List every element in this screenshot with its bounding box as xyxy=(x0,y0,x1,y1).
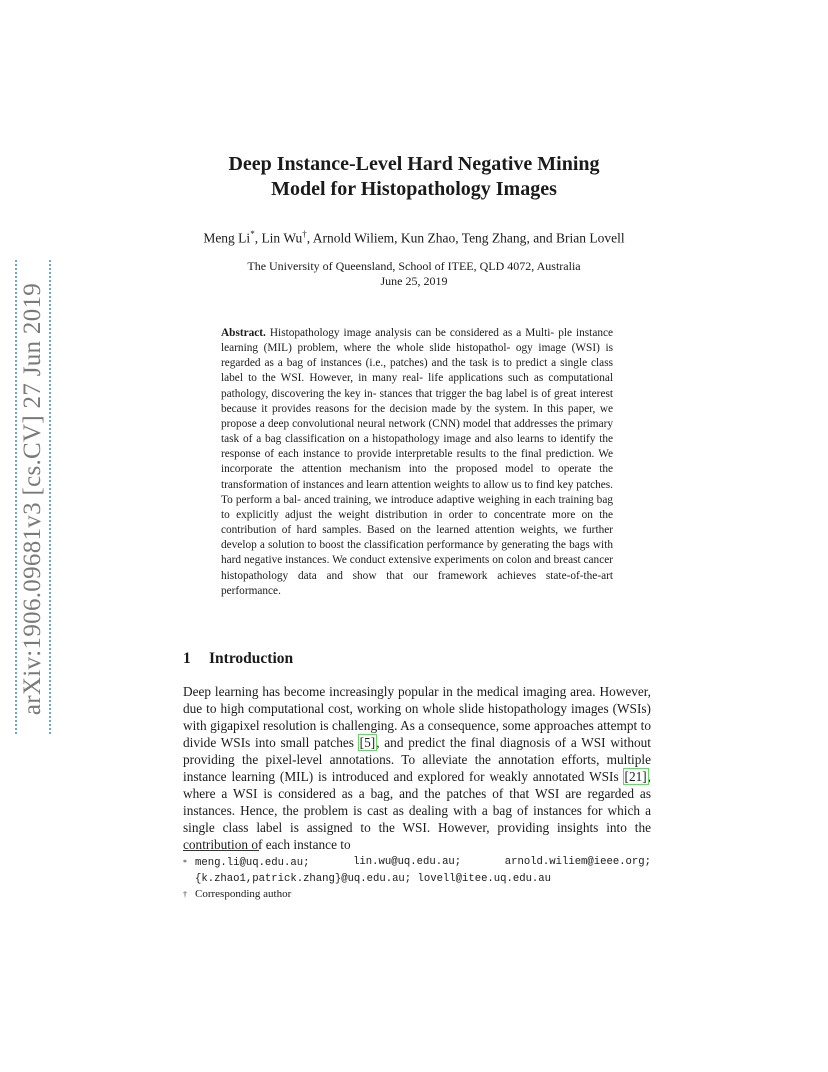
abstract-line: results to the final prediction. We incorporate the attention mechanism xyxy=(221,448,613,476)
section-title: Introduction xyxy=(209,650,294,667)
abstract-line: anced training, we introduce adaptive weighing in each training bag to xyxy=(221,493,613,521)
abstract-line: primary task of a bag classification on a histopathology image and also xyxy=(221,417,613,446)
author-mark: † xyxy=(302,229,307,239)
paper-title xyxy=(150,152,678,202)
citation-link[interactable]: [5] xyxy=(359,735,376,750)
abstract-label: Abstract. xyxy=(221,327,266,339)
email: lin.wu@uq.edu.au; xyxy=(353,856,462,868)
section-number: 1 xyxy=(183,650,191,667)
email: meng.li@uq.edu.au; xyxy=(195,857,310,869)
section-heading-introduction xyxy=(183,650,293,668)
author: Kun Zhao xyxy=(400,230,456,246)
abstract-line: explicitly adjust the weight distribution in order to concentrate more on xyxy=(236,508,593,521)
introduction-paragraph xyxy=(183,683,651,853)
footnotes xyxy=(183,855,651,902)
footnote-emails-row xyxy=(183,871,651,887)
footnote-mark: * xyxy=(183,858,187,867)
footnote-corresponding xyxy=(183,887,651,902)
intro-text: , where a WSI is considered as a bag, and the patches of that WSI are regarded as instances. Hence, the problem is cast as dealing with a bag of instances for which a single class label is assigned to the WSI. However, providing insights into the contribution of each instance to xyxy=(183,769,651,852)
author: Arnold Wiliem xyxy=(312,230,395,246)
abstract-line: ple instance learning (MIL) problem, where the whole slide histopathol- xyxy=(221,327,614,355)
citation-link[interactable]: [21] xyxy=(624,769,647,784)
abstract-line: learn attention weights to allow us to find key patches. To perform a bal- xyxy=(221,478,613,506)
abstract-line: reasons for the decision made by the system. In this paper, we propose xyxy=(221,402,613,430)
abstract-line: the contribution of hard samples. Based on the learned attention weights, xyxy=(221,508,613,537)
date: June 25, 2019 xyxy=(380,274,448,288)
author-mark: * xyxy=(250,229,255,239)
abstract-line: generating the bags with hard negative instances. We conduct extensive xyxy=(221,539,613,567)
author: Teng Zhang xyxy=(461,230,527,246)
abstract-line: task is to predict a single class label to the WSI. However, in many real- xyxy=(221,357,613,385)
abstract-line: that our framework achieves state-of-the-art performance. xyxy=(221,569,614,597)
author-list: Meng Li*, Lin Wu†, Arnold Wiliem, Kun Zhao, Teng Zhang, and Brian Lovell xyxy=(203,229,625,246)
abstract-line: experiments on colon and breast cancer histopathology data and show xyxy=(221,554,613,582)
arxiv-identifier-stamp: arXiv:1906.09681v3 [cs.CV] 27 Jun 2019 xyxy=(19,282,46,716)
abstract-line: a deep convolutional neural network (CNN) model that addresses the xyxy=(259,417,575,430)
intro-text: , and predict the final diagnosis of a WSI without providing the pixel-level annotations. To alleviate the annotation efforts, multiple instance learning (MIL) is introduced and explored for weakly annotated WSIs xyxy=(183,735,651,784)
intro-text: Deep learning has become increasingly popular in the medical imaging area. However, due to high computational cost, working on whole slide histopathology images (WSIs) with gigapixel resolution is challenging. As a consequence, some approaches attempt to divide WSIs into small patches xyxy=(183,684,651,750)
footnote-mark: † xyxy=(183,890,187,899)
abstract-line: Histopathology image analysis can be considered as a Multi- xyxy=(269,327,555,339)
author: and Brian Lovell xyxy=(533,230,625,246)
abstract xyxy=(221,326,613,599)
affiliation: The University of Queensland, School of ITEE, QLD 4072, Australia xyxy=(247,259,581,273)
abstract-line: we further develop a solution to boost the classification performance by xyxy=(221,524,614,552)
footnote-emails-row xyxy=(183,855,651,871)
email: arnold.wiliem@ieee.org; xyxy=(504,856,651,868)
footnote-rule xyxy=(183,850,259,851)
abstract-line: ogy image (WSI) is regarded as a bag of instances (i.e., patches) and the xyxy=(221,342,614,370)
title-line-2: Model for Histopathology Images xyxy=(271,178,557,200)
author: Meng Li xyxy=(203,230,251,246)
title-line-1: Deep Instance-Level Hard Negative Mining xyxy=(228,153,600,175)
abstract-line: learns to identify the response of each instance to provide interpretable xyxy=(221,433,614,461)
abstract-line: into the proposed model to operate the transformation of instances and xyxy=(221,463,613,491)
abstract-line: stances that trigger the bag label is of great interest because it provides xyxy=(221,387,613,415)
abstract-line: life applications such as computational pathology, discovering the key in- xyxy=(221,372,613,400)
corresponding-note: Corresponding author xyxy=(195,888,292,900)
affiliation-block xyxy=(120,259,708,289)
author: Lin Wu xyxy=(261,230,303,246)
email-group: {k.zhao1,patrick.zhang}@uq.edu.au; lovell@itee.uq.edu.au xyxy=(195,873,552,885)
